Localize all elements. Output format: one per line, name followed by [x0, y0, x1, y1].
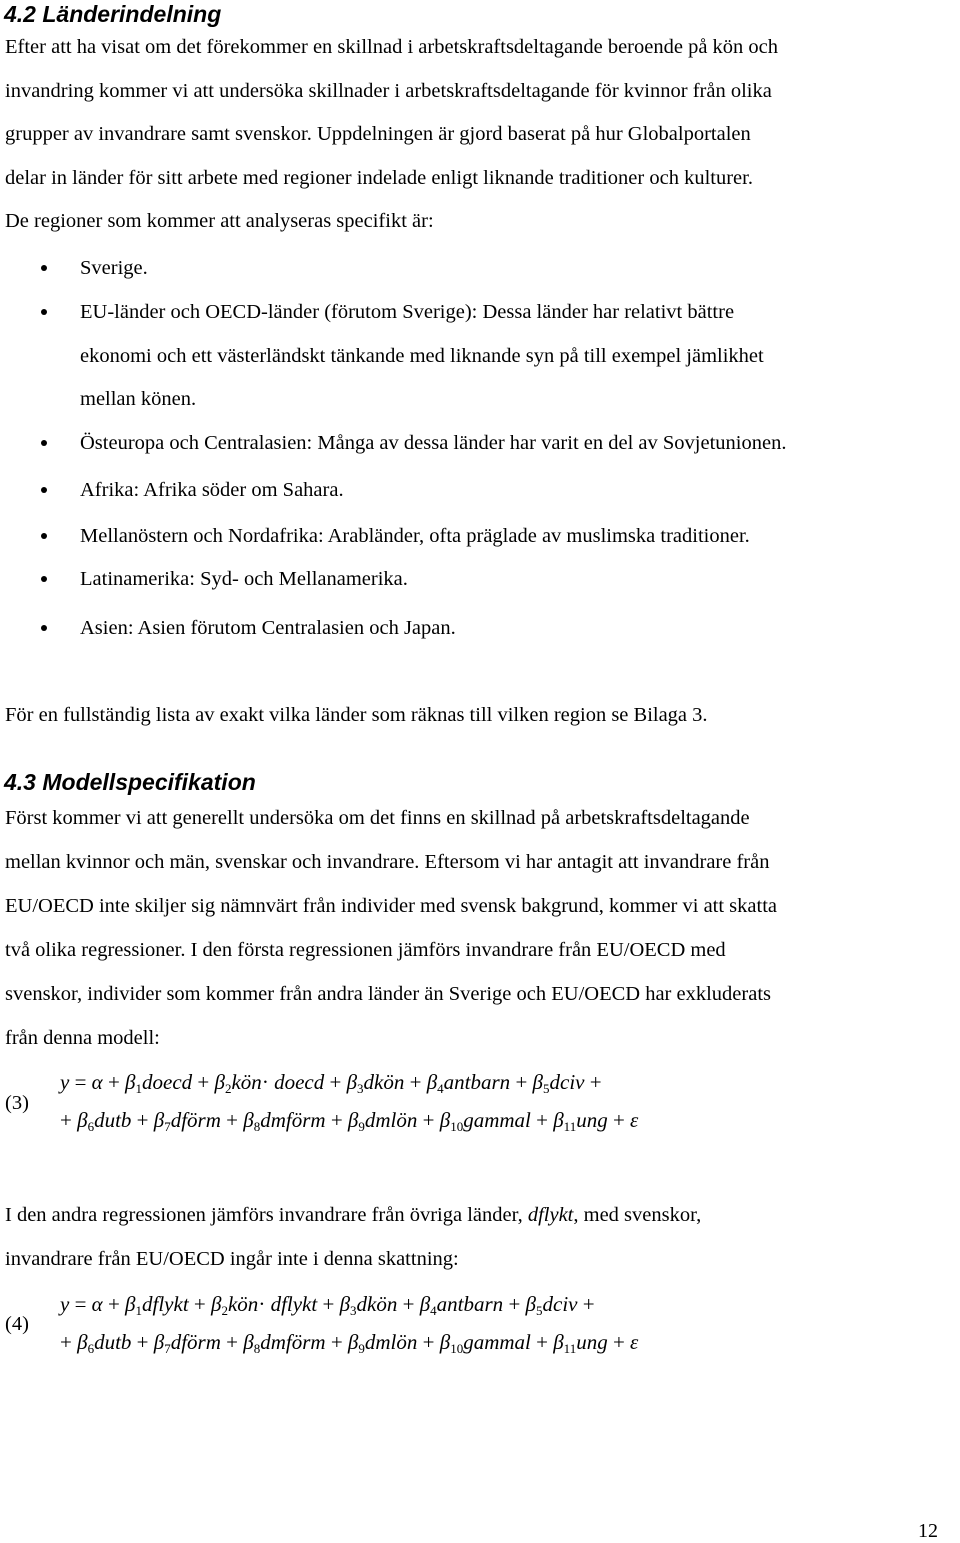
- list-item: Sverige.: [80, 257, 148, 279]
- list-item: Östeuropa och Centralasien: Många av dessa länder har varit en del av Sovjetunionen.: [80, 432, 787, 454]
- list-item-continuation: ekonomi och ett västerländskt tänkande med liknande syn på till exempel jämlikhet: [80, 345, 764, 367]
- bullet-icon: [41, 440, 47, 446]
- list-item: Afrika: Afrika söder om Sahara.: [80, 479, 344, 501]
- list-item-continuation: mellan könen.: [80, 388, 197, 410]
- bullet-icon: [41, 487, 47, 493]
- section-heading-4-2: 4.2 Länderindelning: [4, 1, 222, 27]
- paragraph-line: grupper av invandrare samt svenskor. Uppdelningen är gjord baserat på hur Globalportalen: [5, 123, 751, 145]
- bullet-icon: [41, 576, 47, 582]
- list-item: Asien: Asien förutom Centralasien och Japan.: [80, 617, 456, 639]
- page-number: 12: [918, 1520, 938, 1542]
- equation-3-line-1: $y = \alpha + \beta_1doecd$ + $\beta_2kön\cdot$ doecd + $\beta_3dkön$ + $\beta_4antbarn$ + $\beta_5dciv$ +: [60, 1070, 602, 1096]
- equation-4-line-2: + $\beta_6dutb$ + $\beta_7dförm$ + $\beta_8dmförm$ + $\beta_9dmlön$ + $\beta_{10}gammal + \beta_{11}ung + \varepsilon$: [60, 1330, 639, 1356]
- bullet-icon: [41, 309, 47, 315]
- paragraph-line: Efter att ha visat om det förekommer en skillnad i arbetskraftsdeltagande beroende på kön och: [5, 36, 779, 58]
- bullet-icon: [41, 265, 47, 271]
- equation-number: (4): [5, 1313, 29, 1335]
- list-item: Mellanöstern och Nordafrika: Arabländer, ofta präglade av muslimska traditioner.: [80, 525, 750, 547]
- bullet-icon: [41, 625, 47, 631]
- paragraph-line: från denna modell:: [5, 1027, 160, 1049]
- list-item: EU-länder och OECD-länder (förutom Sverige): Dessa länder har relativt bättre: [80, 301, 735, 323]
- equation-3-line-2: + $\beta_6dutb$ + $\beta_7dförm$ + $\beta_8dmförm$ + $\beta_9dmlön$ + $\beta_{10}gammal + \beta_{11}ung + \varepsilon$: [60, 1108, 639, 1134]
- equation-4-line-1: $y = \alpha + \beta_1dflykt$ + $\beta_2kön\cdot$ dflykt + $\beta_3dkön$ + $\beta_4antbarn$ + $\beta_5dciv$ +: [60, 1292, 595, 1318]
- paragraph-line: svenskor, individer som kommer från andra länder än Sverige och EU/OECD har exkluderats: [5, 983, 771, 1005]
- paragraph-line: två olika regressioner. I den första regressionen jämförs invandrare från EU/OECD med: [5, 939, 726, 961]
- equation-number: (3): [5, 1092, 29, 1114]
- paragraph-line: mellan kvinnor och män, svenskar och invandrare. Eftersom vi har antagit att invandrare från: [5, 851, 770, 873]
- paragraph-line: För en fullständig lista av exakt vilka länder som räknas till vilken region se Bilaga 3.: [5, 704, 708, 726]
- paragraph-line: delar in länder för sitt arbete med regioner indelade enligt liknande traditioner och kulturer.: [5, 167, 753, 189]
- section-heading-4-3: 4.3 Modellspecifikation: [4, 769, 256, 795]
- paragraph-line: invandring kommer vi att undersöka skillnader i arbetskraftsdeltagande för kvinnor från olika: [5, 80, 772, 102]
- paragraph-line: Först kommer vi att generellt undersöka om det finns en skillnad på arbetskraftsdeltagande: [5, 807, 750, 829]
- paragraph-line: De regioner som kommer att analyseras specifikt är:: [5, 210, 434, 232]
- bullet-icon: [41, 533, 47, 539]
- list-item: Latinamerika: Syd- och Mellanamerika.: [80, 568, 408, 590]
- paragraph-line: I den andra regressionen jämförs invandrare från övriga länder, dflykt, med svenskor,: [5, 1204, 702, 1226]
- paragraph-line: invandrare från EU/OECD ingår inte i denna skattning:: [5, 1248, 459, 1270]
- paragraph-line: EU/OECD inte skiljer sig nämnvärt från individer med svensk bakgrund, kommer vi att skatta: [5, 895, 778, 917]
